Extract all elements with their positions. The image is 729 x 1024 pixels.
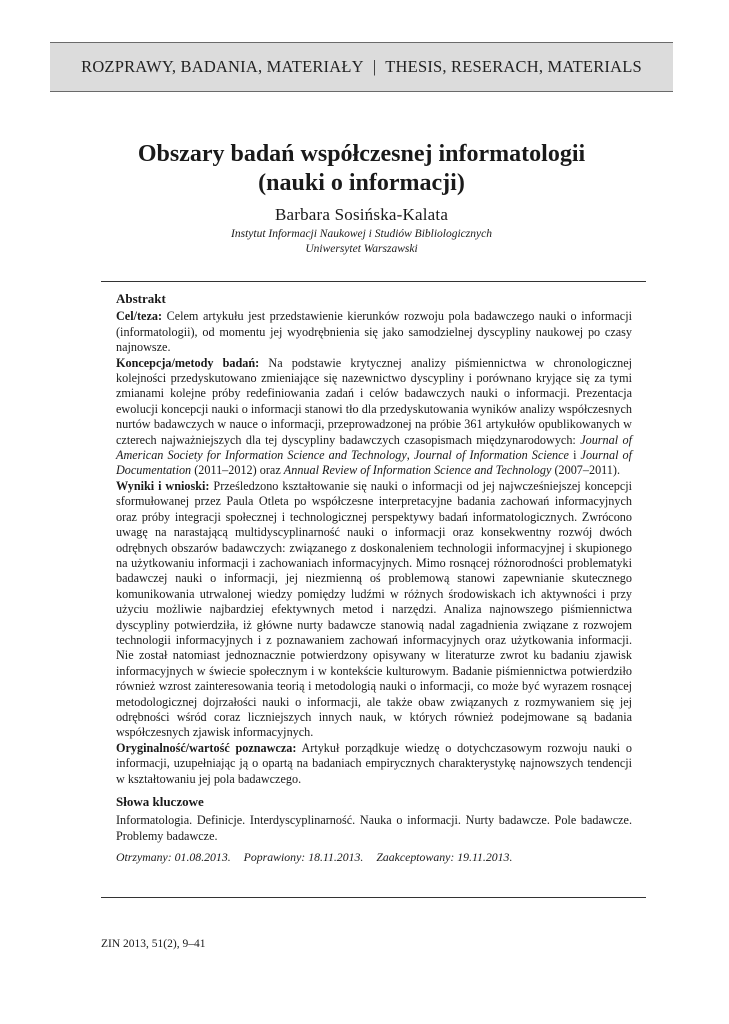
abstract-aim	[116, 309, 632, 355]
aim-label: Cel/teza:	[116, 309, 163, 324]
journal-separator-comma: ,	[406, 448, 410, 463]
section-label-english: THESIS, RESERACH, MATERIALS	[385, 57, 642, 76]
abstract-methods	[116, 356, 632, 479]
abstract-originality	[116, 741, 632, 787]
journal-arist: Annual Review of Information Science and Technology	[283, 463, 552, 478]
aim-text: Celem artykułu jest przedstawienie kierunków rozwoju pola badawczego nauki o informacji (informatologii), od momentu jej wyodrębnienia się jako samodzielnej dyscypliny naukowej po czasy najnowsze.	[116, 309, 632, 355]
section-label-polish: ROZPRAWY, BADANIA, MATERIAŁY	[81, 57, 364, 76]
article-dates	[116, 850, 632, 865]
title-block	[50, 140, 673, 257]
date-revised: Poprawiony: 18.11.2013.	[243, 850, 364, 865]
affiliation-university: Uniwersytet Warszawski	[305, 243, 418, 255]
date-accepted: Zaakceptowany: 19.11.2013.	[376, 850, 513, 865]
methods-text: Na podstawie krytycznej analizy piśmiennictwa w chronologicznej kolejności przedyskutowano zmieniające się nazewnictwo dyscypliny i porównano kryjące się za tymi zmianami kolejne próby redefiniowania zadań i celów badawczych nauki o informacji. Prezentacja ewolucji koncepcji nauki o informacji stanowi tło dla przedyskutowania wyników analizy współczesnych nurtów badawczych w nauce o informacji, przeprowadzonej na próbie 361 artykułów opublikowanych w czterech najważniejszych dla tej dyscypliny badawczych czasopismach międzynarodowych:	[116, 355, 633, 447]
results-text: Prześledzono kształtowanie się nauki o informacji od jej najwcześniejszej koncepcji sformułowanej przez Paula Otleta po współczesne interpretacyjne badania zachowań informacyjnych oraz próby integracji społecznej i technologicznej perspektywy badań informatologicznych. Zwrócono uwagę na narastającą multidyscyplinarność nauki o informacji oraz konsekwentny rozwój dwóch odrębnych obszarów badawczych: związanego z doskonaleniem technologii informacyjnej i skupionego na użytkowaniu informacji i zachowaniach informacyjnych. Mimo rosnącej różnorodności problematyki badawczej nauki o informacji, jej niezmienną oś problemową stanowi zapewnianie skutecznego komunikowania utrwalonej wiedzy pomiędzy ludźmi w różnych środowiskach ich aktywności i przy użyciu możliwie najbardziej efektywnych metod i narzędzi. Analiza najnowszego piśmiennictwa dyscypliny potwierdziła, iż główne nurty badawcze stanowią nadal zagadnienia związane z rozwojem technologii informacyjnych i z poznawaniem zachowań informacyjnych oraz użytkowania informacji. Nie został natomiast jednoznacznie potwierdzony opisywany w literaturze zwrot ku badaniu zjawisk informacyjnych w świecie społecznym i w kontekście kulturowym. Badanie piśmiennictwa potwierdziło również wzrost zainteresowania teorią i metodologią nauki o informacji, co może być wyrazem rosnącej metodologicznej dojrzałości nauki o informacji, ale także obaw związanych z rozmywaniem się jej odrębności wśród coraz liczniejszych innych nauk, w których również podejmowane są badania współczesnych zjawisk informacyjnych.	[116, 478, 633, 740]
originality-label: Oryginalność/wartość poznawcza:	[116, 740, 297, 755]
methods-label: Koncepcja/metody badań:	[116, 355, 260, 370]
abstract-bottom-rule	[101, 897, 646, 898]
author-name: Barbara Sosińska-Kalata	[274, 205, 449, 224]
date-received: Otrzymany: 01.08.2013.	[116, 850, 231, 865]
keywords-text: Informatologia. Definicje. Interdyscyplinarność. Nauka o informacji. Nurty badawcze. Pole badawcze. Problemy badawcze.	[116, 813, 632, 843]
journal-citation: ZIN 2013, 51(2), 9–41	[101, 938, 206, 950]
abstract-results	[116, 479, 632, 741]
results-label: Wyniki i wnioski:	[116, 478, 210, 493]
journal-separator-and: i	[573, 448, 577, 463]
title-line-2: (nauki o informacji)	[258, 170, 465, 196]
title-line-1: Obszary badań współczesnej informatologii	[137, 141, 586, 167]
originality-text: Artykuł porządkuje wiedzę o dotychczasowym rozwoju nauki o informacji, uzupełniając ją o opartą na badaniach empirycznych charakterystykę najnowszych tendencji w kształtowaniu jej pola badawczego.	[116, 740, 632, 786]
section-separator: |	[372, 57, 377, 76]
journal-years-1: (2011–2012) oraz	[194, 463, 281, 478]
section-header-band	[50, 42, 673, 92]
abstract-heading: Abstrakt	[116, 291, 166, 306]
abstract-top-rule	[101, 281, 646, 282]
journal-years-2: (2007–2011).	[554, 463, 621, 478]
abstract-section	[116, 291, 632, 866]
affiliation	[50, 227, 673, 257]
journal-jasist: Journal of American Society for Information Science and Technology	[116, 432, 632, 463]
affiliation-institute: Instytut Informacji Naukowej i Studiów Bibliologicznych	[231, 228, 492, 240]
journal-jis: Journal of Information Science	[413, 448, 569, 463]
keywords-heading: Słowa kluczowe	[116, 794, 204, 809]
journal-jdoc: Journal of Documentation	[116, 448, 633, 478]
article-title	[50, 140, 673, 198]
